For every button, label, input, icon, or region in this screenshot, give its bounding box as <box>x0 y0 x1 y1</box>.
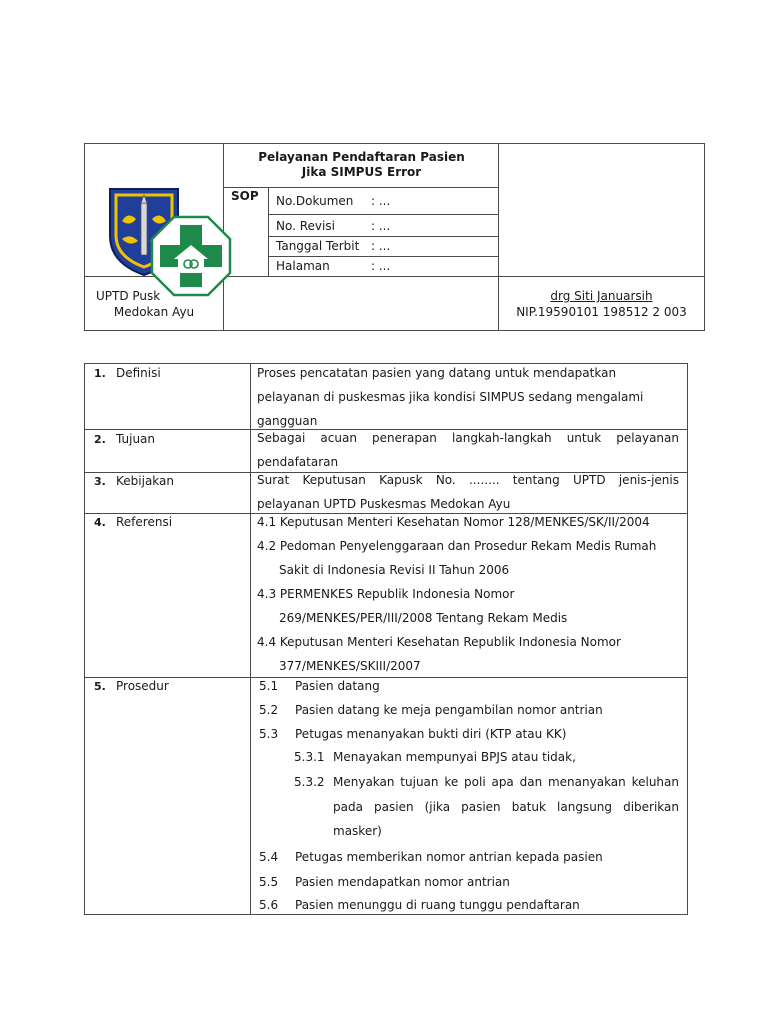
section-label-kebijakan <box>94 474 174 488</box>
reference-text: 4.1 Keputusan Menteri Kesehatan Nomor 128/MENKES/SK/II/2004 <box>257 515 650 529</box>
procedure-step <box>259 875 510 889</box>
procedure-substep <box>294 770 679 844</box>
section-label-definisi <box>94 366 161 380</box>
kebijakan-text <box>257 468 679 516</box>
step-text: Pasien mendapatkan nomor antrian <box>295 875 510 889</box>
reference-text: 4.2 Pedoman Penyelenggaraan dan Prosedur Rekam Medis Rumah <box>257 539 657 553</box>
reference-text-cont: Sakit di Indonesia Revisi II Tahun 2006 <box>279 563 510 577</box>
meta-value: : ... <box>371 194 391 208</box>
text-line: Surat Keputusan Kapusk No. ........ tentang UPTD jenis-jenis <box>257 473 679 487</box>
section-label-tujuan <box>94 432 155 446</box>
reference-item <box>257 630 679 678</box>
step-number: 5.6 <box>259 898 279 912</box>
meta-label: No.Dokumen <box>276 194 354 208</box>
procedure-step <box>259 727 566 741</box>
document-title-line1: Pelayanan Pendaftaran Pasien <box>258 150 465 164</box>
section-number: 3. <box>94 475 106 488</box>
text-line: Sebagai acuan penerapan langkah-langkah untuk pelayanan <box>257 431 679 445</box>
meta-no-dokumen <box>276 194 390 208</box>
meta-value: : ... <box>371 259 391 273</box>
step-text: Petugas memberikan nomor antrian kepada pasien <box>295 850 603 864</box>
step-text: Pasien datang ke meja pengambilan nomor antrian <box>295 703 603 717</box>
meta-halaman <box>276 259 390 273</box>
step-number: 5.4 <box>259 850 279 864</box>
meta-label: Tanggal Terbit <box>276 239 360 253</box>
substep-text: Menyakan tujuan ke poli apa dan menanyakan keluhan pada pasien (jika pasien batuk langsung diberikan masker) <box>333 775 679 838</box>
section-number: 5. <box>94 680 106 693</box>
meta-no-revisi <box>276 219 390 233</box>
step-text: Pasien datang <box>295 679 380 693</box>
document-title-line2: Jika SIMPUS Error <box>301 165 422 179</box>
section-title: Prosedur <box>116 679 169 693</box>
step-number: 5.3 <box>259 727 279 741</box>
section-title: Kebijakan <box>116 474 174 488</box>
puskesmas-logo <box>150 215 232 297</box>
substep-number: 5.3.2 <box>294 775 325 789</box>
document-title <box>224 150 499 180</box>
reference-text: 4.3 PERMENKES Republik Indonesia Nomor <box>257 587 515 601</box>
sop-label: SOP <box>231 189 259 203</box>
reference-text-cont: 269/MENKES/PER/III/2008 Tentang Rekam Medis <box>279 611 568 625</box>
unit-name-line2: Medokan Ayu <box>113 305 195 319</box>
meta-value: : ... <box>371 239 391 253</box>
step-number: 5.2 <box>259 703 279 717</box>
section-title: Tujuan <box>116 432 156 446</box>
meta-label: Halaman <box>276 259 330 273</box>
substep-text: Menayakan mempunyai BPJS atau tidak, <box>333 750 576 764</box>
reference-text-cont: 377/MENKES/SKIII/2007 <box>279 659 421 673</box>
referensi-list <box>257 510 679 678</box>
reference-item <box>257 510 679 534</box>
text-line: pendafataran <box>257 455 339 469</box>
tujuan-text <box>257 426 679 474</box>
reference-text: 4.4 Keputusan Menteri Kesehatan Republik Indonesia Nomor <box>257 635 621 649</box>
step-text: Pasien menunggu di ruang tunggu pendaftaran <box>295 898 580 912</box>
section-number: 4. <box>94 516 106 529</box>
step-text: Petugas menanyakan bukti diri (KTP atau KK) <box>295 727 567 741</box>
section-label-referensi <box>94 515 172 529</box>
step-number: 5.5 <box>259 875 279 889</box>
section-label-prosedur <box>94 679 169 693</box>
section-title: Referensi <box>116 515 173 529</box>
reference-item <box>257 582 679 630</box>
procedure-step <box>259 898 580 912</box>
signer-name: drg Siti Januarsih <box>550 289 653 303</box>
signer-nip: NIP.19590101 198512 2 003 <box>516 305 687 319</box>
section-number: 1. <box>94 367 106 380</box>
unit-name <box>84 288 224 320</box>
text-line: pelayanan UPTD Puskesmas Medokan Ayu <box>257 497 511 511</box>
text-line: gangguan <box>257 414 318 428</box>
procedure-substep <box>294 745 679 770</box>
procedure-step <box>259 679 380 693</box>
section-number: 2. <box>94 433 106 446</box>
substep-number: 5.3.1 <box>294 750 325 764</box>
text-line: pelayanan di puskesmas jika kondisi SIMPUS sedang mengalami <box>257 390 644 404</box>
unit-name-line1: UPTD Pusk <box>96 289 161 303</box>
meta-label: No. Revisi <box>276 219 335 233</box>
text-line: Proses pencatatan pasien yang datang untuk mendapatkan <box>257 366 617 380</box>
signature-block <box>499 288 704 320</box>
step-number: 5.1 <box>259 679 279 693</box>
section-title: Definisi <box>116 366 161 380</box>
procedure-step <box>259 703 603 717</box>
definisi-text <box>257 361 679 433</box>
meta-value: : ... <box>371 219 391 233</box>
meta-tanggal-terbit <box>276 239 390 253</box>
reference-item <box>257 534 679 582</box>
procedure-step <box>259 850 603 864</box>
